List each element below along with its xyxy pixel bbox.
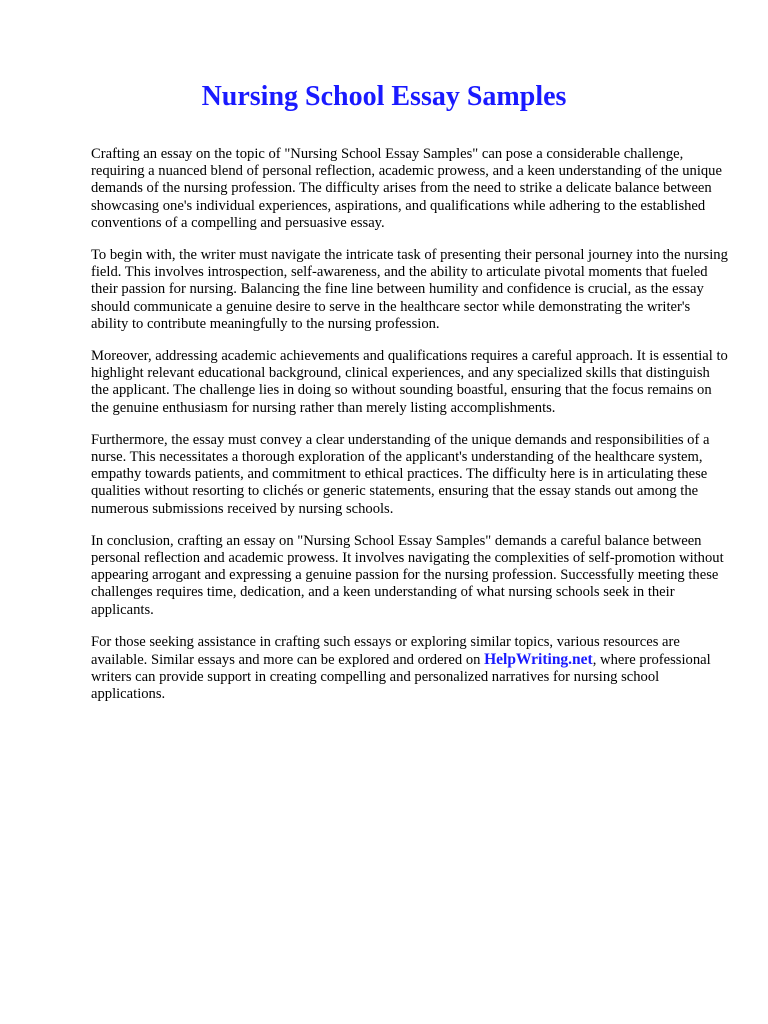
paragraph-responsibilities: Furthermore, the essay must convey a clear understanding of the unique demands and responsibilities of a nurse. This necessitates a thorough exploration of the applicant's understanding of the healthcare system, empathy towards patients, and commitment to ethical practices. The difficulty here is in articulating these qualities without resorting to clichés or generic statements, ensuring that the essay stands out among the numerous submissions received by nursing schools. (91, 431, 710, 517)
paragraph-academic: Moreover, addressing academic achievements and qualifications requires a careful approach. It is essential to highlight relevant educational background, clinical experiences, and any specialized skills that distinguish the applicant. The challenge lies in doing so without sounding boastful, ensuring that the focus remains on the genuine enthusiasm for nursing rather than merely listing accomplishments. (91, 348, 728, 416)
paragraph-conclusion: In conclusion, crafting an essay on "Nursing School Essay Samples" demands a careful balance between personal reflection and academic prowess. It involves navigating the complexities of self-promotion without appearing arrogant and expressing a genuine passion for the nursing profession. Successfully meeting these challenges requires time, dedication, and a keen understanding of what nursing schools seek in their applicants. (91, 532, 724, 618)
paragraph-closing (91, 634, 731, 704)
helpwriting-link[interactable]: HelpWriting.net (484, 651, 593, 669)
page-title: Nursing School Essay Samples (201, 81, 567, 112)
paragraph-personal-journey: To begin with, the writer must navigate the intricate task of presenting their personal journey into the nursing field. This involves introspection, self-awareness, and the ability to articulate pivotal moments that fueled their passion for nursing. Balancing the fine line between humility and confidence is crucial, as the essay should communicate a genuine desire to serve in the healthcare sector while demonstrating the writer's ability to contribute meaningfully to the nursing profession. (91, 247, 728, 332)
paragraph-intro: Crafting an essay on the topic of "Nursing School Essay Samples" can pose a considerable challenge, requiring a nuanced blend of personal reflection, academic prowess, and a keen understanding of the unique demands of the nursing profession. The difficulty arises from the need to strike a delicate balance between showcasing one's individual experiences, aspirations, and qualifications while adhering to the established conventions of a compelling and persuasive essay. (91, 146, 722, 231)
closing-text-before-link: For those seeking assistance in crafting such essays or exploring similar topics, various resources are available. Similar essays and more can be explored and ordered on (91, 633, 680, 669)
essay-body (91, 146, 731, 719)
closing-text-after-link: , where professional writers can provide support in creating compelling and personalized narratives for nursing school applications. (91, 652, 711, 703)
